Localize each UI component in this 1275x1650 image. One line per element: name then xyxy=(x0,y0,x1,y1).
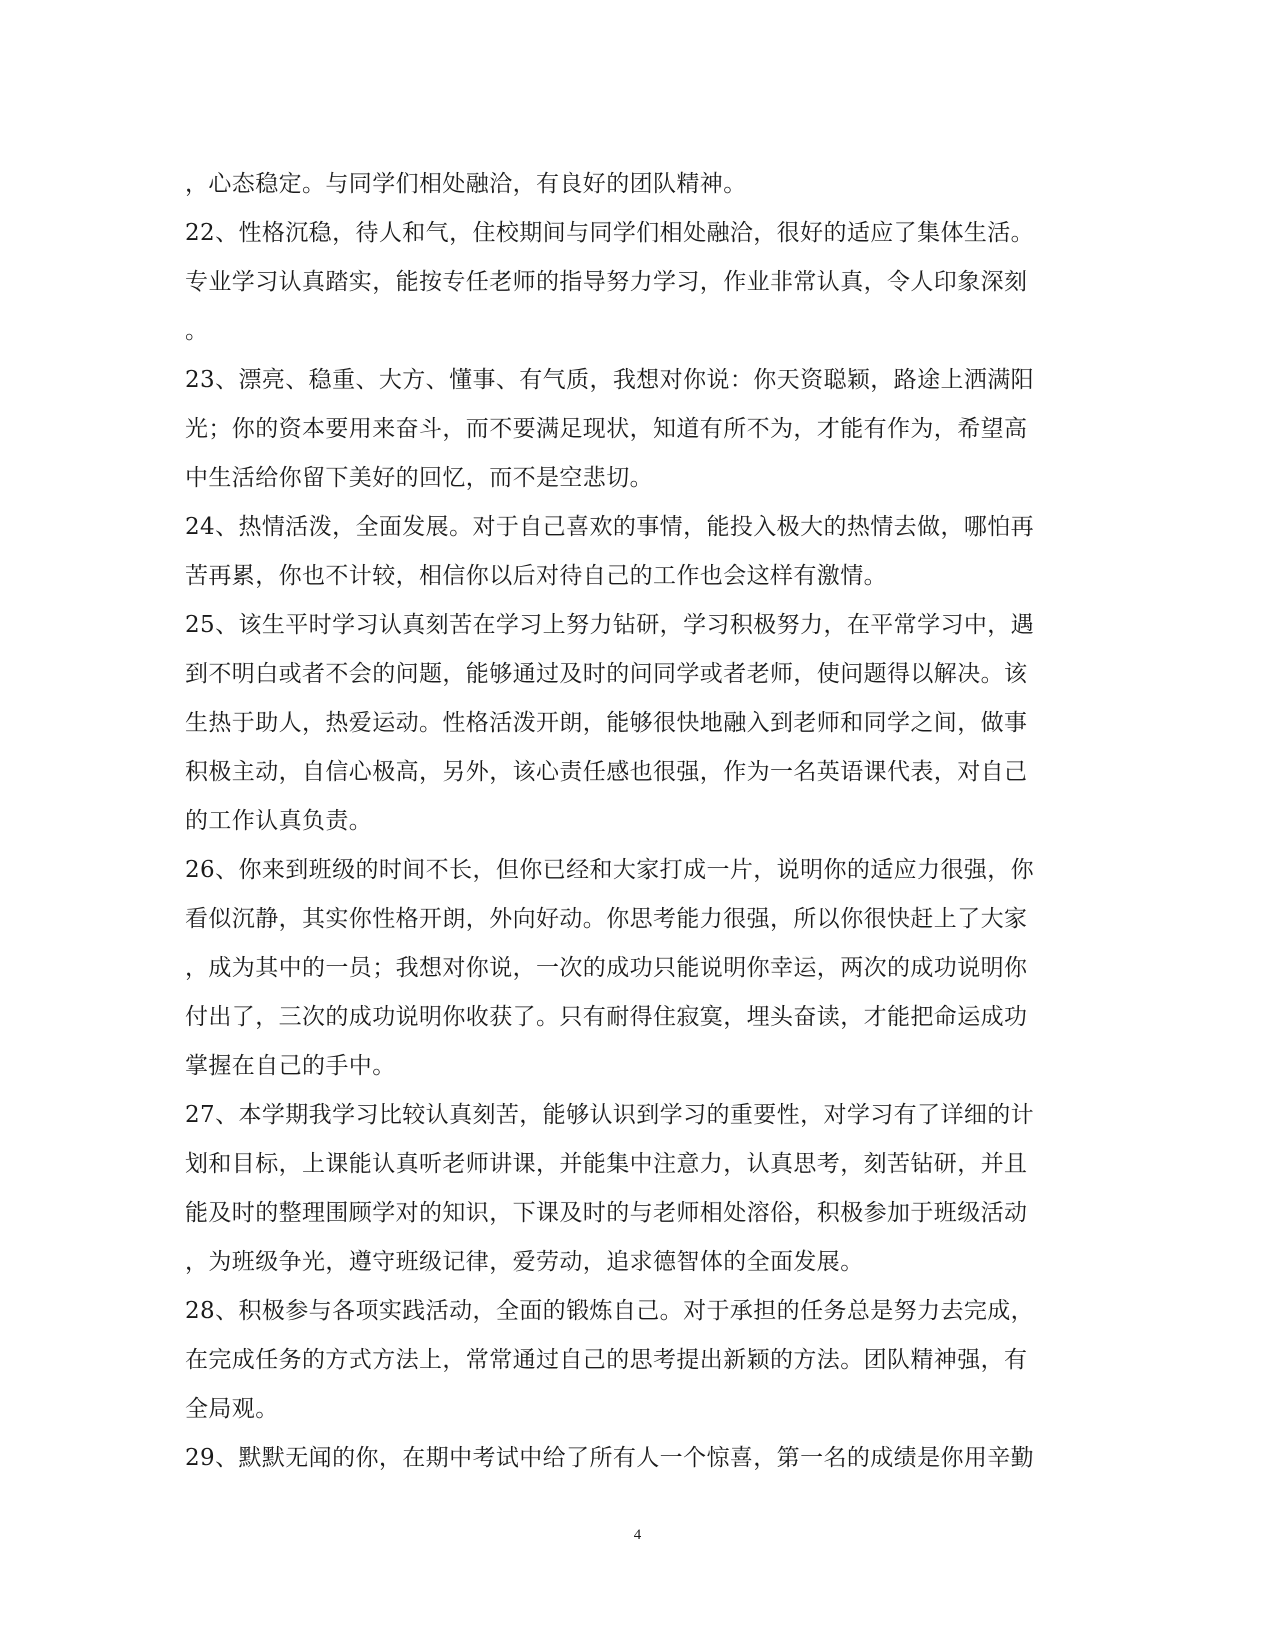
text-line: 23、漂亮、稳重、大方、懂事、有气质，我想对你说：你天资聪颖，路途上洒满阳 xyxy=(185,367,1035,393)
text-line: 掌握在自己的手中。 xyxy=(185,1053,396,1079)
text-line: 看似沉静，其实你性格开朗，外向好动。你思考能力很强，所以你很快赶上了大家 xyxy=(185,906,1028,932)
text-line: 26、你来到班级的时间不长，但你已经和大家打成一片，说明你的适应力很强，你 xyxy=(185,857,1035,883)
text-line: 专业学习认真踏实，能按专任老师的指导努力学习，作业非常认真，令人印象深刻 xyxy=(185,269,1028,295)
text-line: 划和目标，上课能认真听老师讲课，并能集中注意力，认真思考，刻苦钻研，并且 xyxy=(185,1151,1028,1177)
text-line: 27、本学期我学习比较认真刻苦，能够认识到学习的重要性，对学习有了详细的计 xyxy=(185,1102,1035,1128)
page-number: 4 xyxy=(633,1527,642,1543)
text-line: 生热于助人，热爱运动。性格活泼开朗，能够很快地融入到老师和同学之间，做事 xyxy=(185,710,1028,736)
text-line: 能及时的整理围顾学对的知识，下课及时的与老师相处溶俗，积极参加于班级活动 xyxy=(185,1200,1028,1226)
text-line: 25、该生平时学习认真刻苦在学习上努力钻研，学习积极努力，在平常学习中，遇 xyxy=(185,612,1035,638)
text-line: 中生活给你留下美好的回忆，而不是空悲切。 xyxy=(185,465,653,491)
text-line: 。 xyxy=(185,318,209,344)
text-line: 24、热情活泼，全面发展。对于自己喜欢的事情，能投入极大的热情去做，哪怕再 xyxy=(185,514,1035,540)
text-line: ，成为其中的一员；我想对你说，一次的成功只能说明你幸运，两次的成功说明你 xyxy=(185,955,1028,981)
text-line: 28、积极参与各项实践活动，全面的锻炼自己。对于承担的任务总是努力去完成， xyxy=(185,1298,1035,1324)
text-line: 到不明白或者不会的问题，能够通过及时的问同学或者老师，使问题得以解决。该 xyxy=(185,661,1028,687)
text-line: 苦再累，你也不计较，相信你以后对待自己的工作也会这样有激情。 xyxy=(185,563,887,589)
text-line: ，心态稳定。与同学们相处融洽，有良好的团队精神。 xyxy=(185,171,747,197)
document-body xyxy=(185,160,1085,1483)
text-line: 在完成任务的方式方法上，常常通过自己的思考提出新颖的方法。团队精神强，有 xyxy=(185,1347,1028,1373)
text-line: 全局观。 xyxy=(185,1396,279,1422)
text-line: 的工作认真负责。 xyxy=(185,808,373,834)
text-line: 积极主动，自信心极高，另外，该心责任感也很强，作为一名英语课代表，对自己 xyxy=(185,759,1028,785)
text-line: 付出了，三次的成功说明你收获了。只有耐得住寂寞，埋头奋读，才能把命运成功 xyxy=(185,1004,1028,1030)
text-line: 29、默默无闻的你，在期中考试中给了所有人一个惊喜，第一名的成绩是你用辛勤 xyxy=(185,1445,1035,1471)
text-line: 22、性格沉稳，待人和气，住校期间与同学们相处融洽，很好的适应了集体生活。 xyxy=(185,220,1035,246)
text-line: ，为班级争光，遵守班级记律，爱劳动，追求德智体的全面发展。 xyxy=(185,1249,864,1275)
text-line: 光；你的资本要用来奋斗，而不要满足现状，知道有所不为，才能有作为，希望高 xyxy=(185,416,1028,442)
